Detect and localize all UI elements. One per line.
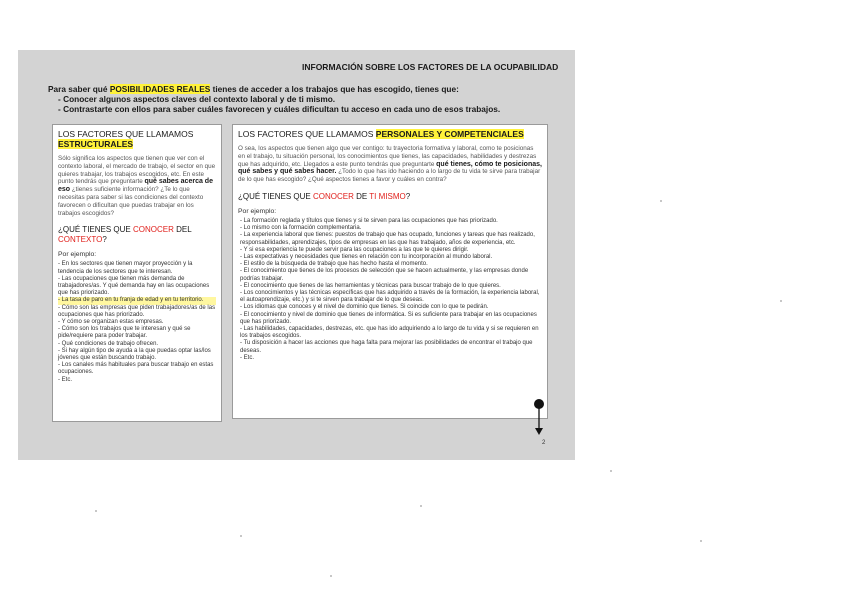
intro-block	[48, 84, 568, 114]
context-question	[58, 225, 216, 245]
list-item: - Si hay algún tipo de ayuda a la que puedas optar las/los jóvenes que están buscando trabajo.	[58, 348, 216, 362]
intro-list	[48, 94, 568, 114]
list-item: - La experiencia laboral que tienes: puestos de trabajo que has ocupado, funciones y tareas que has realizado, responsabilidades, aprendizajes, tipos de empresas en las que has trabajado, años de experiencia, etc.	[238, 232, 542, 246]
list-item: - En los sectores que tienen mayor proyección y la tendencia de los sectores que te interesan.	[58, 261, 216, 275]
example-label: Por ejemplo:	[58, 251, 97, 259]
scan-dot	[780, 300, 782, 302]
q-text: DE	[353, 191, 370, 201]
scan-dot	[420, 505, 422, 507]
personal-factors-box	[232, 124, 548, 419]
list-item: - Tu disposición a hacer las acciones que haga falta para mejorar las posibilidades de encontrar el trabajo que deseas.	[238, 340, 542, 354]
list-item: - Lo mismo con la formación complementaria.	[238, 225, 542, 232]
q-red: CONOCER	[312, 191, 354, 201]
context-list	[58, 261, 216, 383]
structural-title	[58, 129, 216, 149]
intro-text: Para saber qué	[48, 84, 110, 94]
q-text: ?	[102, 235, 107, 245]
list-item: - Y cómo se organizan estas empresas.	[58, 319, 216, 326]
list-item: - Los canales más habituales para buscar trabajo en estas ocupaciones.	[58, 362, 216, 376]
page-number: 2	[542, 440, 546, 446]
list-item: - Cómo son los trabajos que te interesan y qué se pide/requiere para poder trabajar.	[58, 326, 216, 340]
list-item: - Los idiomas que conoces y el nivel de dominio que tienes. Si coincide con lo que te pedirán.	[238, 304, 542, 311]
q-text: ¿QUÉ TIENES QUE	[238, 191, 313, 201]
personal-para-text: O sea, los aspectos que tienen algo que ver contigo: tu trayectoria formativa y laboral, como te posicionas en el trabajo, tu situación personal, los conocimientos que tienes, las capacidades, habilidades y destrezas que has adquirido, etc. Llegados a este punto tendrás que preguntarte	[238, 145, 537, 168]
structural-para-bold: qué sabes acerca de eso	[58, 178, 213, 194]
personal-description	[238, 145, 542, 184]
list-item: - Cómo son las empresas que piden trabajadores/as de las ocupaciones que has priorizado.	[58, 305, 216, 319]
example-label: Por ejemplo:	[238, 207, 277, 215]
list-item: - Las ocupaciones que tienen más demanda de trabajadores/as. Y qué demanda hay en las ocupaciones que has priorizado.	[58, 276, 216, 298]
q-text: DEL	[173, 225, 192, 235]
intro-bullet: - Contrastarte con ellos para saber cuáles favorecen y cuáles dificultan tu acceso en cada uno de esos trabajos.	[68, 104, 568, 114]
pin-arrow-icon	[533, 398, 545, 438]
intro-bullet: - Conocer algunos aspectos claves del contexto laboral y de ti mismo.	[68, 94, 568, 104]
document-title: INFORMACIÓN SOBRE LOS FACTORES DE LA OCUPABILIDAD	[302, 62, 559, 72]
scan-dot	[240, 535, 242, 537]
list-item: - Las expectativas y necesidades que tienes en relación con tu incorporación al mundo laboral.	[238, 254, 542, 261]
list-item: - La tasa de paro en tu franja de edad y en tu territorio.	[58, 297, 216, 304]
self-question	[238, 192, 542, 202]
list-item: - Etc.	[238, 355, 542, 362]
structural-title-text: LOS FACTORES QUE LLAMAMOS	[58, 129, 194, 139]
q-red: CONOCER	[132, 225, 174, 235]
list-item: - El estilo de la búsqueda de trabajo que has hecho hasta el momento.	[238, 261, 542, 268]
list-item: - Qué condiciones de trabajo ofrecen.	[58, 341, 216, 348]
list-item: - La formación reglada y títulos que tienes y si te sirven para las ocupaciones que has priorizado.	[238, 218, 542, 225]
structural-title-highlight: ESTRUCTURALES	[58, 139, 134, 149]
list-item: - El conocimiento que tienes de las herramientas y técnicas para buscar trabajo de lo que quieres.	[238, 283, 542, 290]
q-red: CONTEXTO	[58, 235, 103, 245]
scan-dot	[610, 470, 612, 472]
scan-dot	[330, 575, 332, 577]
q-text: ?	[405, 191, 411, 201]
structural-para-text: Sólo significa los aspectos que tienen que ver con el contexto laboral, el mercado de trabajo, el sector en que quieres trabajar, los trabajos escogidos, etc. En este punto tendrás que preguntarte	[58, 155, 216, 186]
intro-text-end: tienes de acceder a los trabajos que has escogido, tienes que:	[210, 84, 459, 94]
structural-factors-box	[52, 124, 222, 422]
structural-para-end: ¿tienes suficiente información? ¿Te lo que necesitas para saber si las condiciones del contexto favorecen o dificultan que puedas trabajar en los trabajos escogidos?	[58, 186, 204, 217]
personal-title-highlight: PERSONALES Y COMPETENCIALES	[375, 129, 524, 139]
q-red: TI MISMO	[369, 191, 406, 201]
list-item: - El conocimiento y nivel de dominio que tienes de informática. Si es suficiente para trabajar en las ocupaciones que has priorizado.	[238, 312, 542, 326]
list-item: - Y si esa experiencia te puede servir para las ocupaciones a las que te quieres dirigir.	[238, 247, 542, 254]
intro-highlight: POSIBILIDADES REALES	[109, 84, 211, 94]
intro-line	[48, 84, 568, 94]
scan-dot	[95, 510, 97, 512]
scan-dot	[660, 200, 662, 202]
list-item: - Los conocimientos y las técnicas específicas que has adquirido a través de la formación, la experiencia laboral, el autoaprendizaje, etc.) y si te sirven para trabajar de lo que deseas.	[238, 290, 542, 304]
q-text: ¿QUÉ TIENES QUE	[58, 225, 133, 235]
self-list	[238, 218, 542, 362]
personal-para-end: ¿Todo lo que has ido haciendo a lo largo de tu vida te sirve para trabajar de lo que has escogido? ¿Qué aspectos tienes a favor y cuáles en contra?	[238, 168, 541, 184]
list-item: - El conocimiento que tienes de los procesos de selección que se hacen actualmente, y las empresas donde podrías trabajar.	[238, 268, 542, 282]
scan-dot	[700, 540, 702, 542]
personal-title	[238, 129, 542, 139]
personal-title-text: LOS FACTORES QUE LLAMAMOS	[238, 129, 376, 139]
personal-para-bold: qué tienes, cómo te posicionas, qué sabes y qué sabes hacer.	[238, 160, 542, 176]
list-item: - Etc.	[58, 377, 216, 384]
list-item: - Las habilidades, capacidades, destrezas, etc. que has ido adquiriendo a lo largo de tu vida y si se requieren en los trabajos escogidos.	[238, 326, 542, 340]
structural-description	[58, 155, 216, 217]
